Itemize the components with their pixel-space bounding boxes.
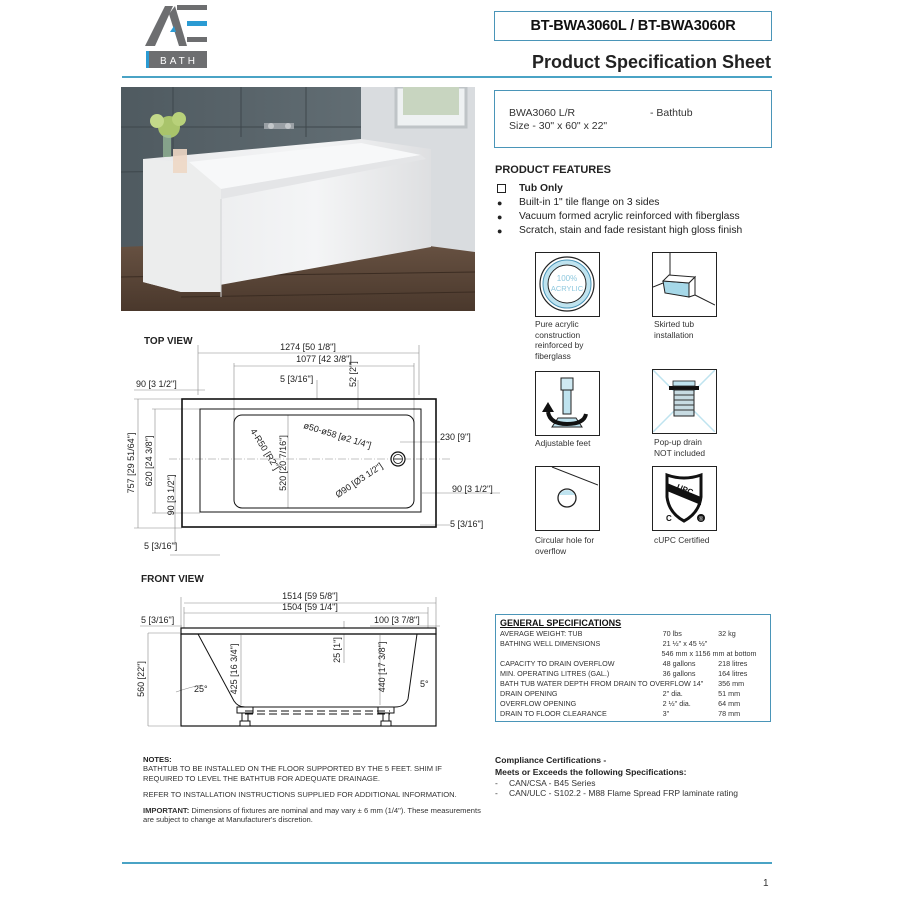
spec-imperial: 36 gallons	[662, 669, 696, 678]
compliance-item	[495, 778, 738, 788]
compliance-item-text: CAN/CSA - B45 Series	[509, 778, 596, 788]
svg-text:90 [3 1/2"]: 90 [3 1/2"]	[452, 484, 493, 494]
product-model: BWA3060 L/R	[509, 107, 576, 119]
svg-text:620 [24 3/8"]: 620 [24 3/8"]	[144, 435, 154, 487]
notes-paragraph-1: BATHTUB TO BE INSTALLED ON THE FLOOR SUPPORTED BY THE 5 FEET. SHIM IF REQUIRED TO LEVEL THE BATHTUB FOR ADEQUATE DRAINAGE.	[143, 764, 442, 783]
popup-drain-label	[654, 437, 734, 458]
spec-imperial: 3"	[662, 709, 670, 718]
feature-text: Built-in 1" tile flange on 3 sides	[519, 197, 660, 208]
label-line: construction	[535, 329, 581, 340]
spec-imperial: 2" dia.	[662, 689, 683, 698]
front-view-title: FRONT VIEW	[141, 574, 204, 585]
spec-row	[500, 629, 766, 639]
overflow-hole-icon	[536, 467, 598, 529]
svg-text:90 [3 1/2"]: 90 [3 1/2"]	[136, 379, 177, 389]
spec-row	[500, 639, 766, 649]
label-line: fiberglass	[535, 351, 571, 362]
notes-title: NOTES:	[143, 755, 172, 764]
feature-text: Tub Only	[519, 183, 563, 194]
spec-metric: 78 mm	[718, 709, 741, 718]
spec-imperial: 546 mm x 1156 mm at bottom	[661, 649, 757, 658]
label-line: Skirted tub	[654, 319, 695, 329]
compliance-section	[495, 754, 738, 798]
svg-text:100 [3 7/8"]: 100 [3 7/8"]	[374, 615, 420, 625]
top-view-drawing	[120, 325, 500, 560]
acrylic-label	[535, 319, 615, 362]
spec-row	[500, 709, 766, 719]
popup-drain-icon	[653, 370, 715, 432]
features-title: PRODUCT FEATURES	[495, 164, 611, 176]
page-number: 1	[763, 878, 769, 889]
checkbox-icon	[497, 184, 506, 193]
svg-text:425 [16 3/4"]: 425 [16 3/4"]	[229, 643, 239, 695]
feature-item	[497, 211, 740, 222]
feature-item	[497, 197, 659, 208]
product-type: - Bathtub	[650, 107, 693, 119]
important-label: IMPORTANT:	[143, 806, 190, 816]
ae-logo-icon	[143, 2, 213, 70]
spec-label: CAPACITY TO DRAIN OVERFLOW	[500, 659, 615, 668]
spec-imperial: 21 ½" x 45 ½"	[662, 639, 708, 648]
spec-metric: 218 litres	[718, 659, 748, 668]
compliance-subtitle: Meets or Exceeds the following Specifications:	[495, 767, 687, 777]
spec-label: MIN. OPERATING LITRES (GAL.)	[500, 669, 610, 678]
spec-label: BATH TUB WATER DEPTH FROM DRAIN TO OVERFLOW 14"	[500, 679, 704, 688]
svg-text:4-R50 [R2"]: 4-R50 [R2"]	[248, 426, 282, 472]
svg-text:100%: 100%	[556, 274, 578, 283]
bathtub-photo-illustration	[121, 87, 475, 311]
product-info-box	[494, 90, 772, 148]
svg-text:520 [20 7/16"]: 520 [20 7/16"]	[278, 435, 288, 491]
svg-text:440 [17 3/8"]: 440 [17 3/8"]	[377, 641, 387, 693]
general-specifications-title: GENERAL SPECIFICATIONS	[500, 618, 622, 628]
svg-text:Ø90 [Ø3 1/2"]: Ø90 [Ø3 1/2"]	[333, 460, 385, 500]
compliance-item-text: CAN/ULC - S102.2 - M88 Flame Spread FRP laminate rating	[509, 788, 738, 798]
model-numbers: BT-BWA3060L / BT-BWA3060R	[530, 18, 736, 34]
spec-imperial: 2 ½" dia.	[662, 699, 691, 708]
svg-text:560 [22"]: 560 [22"]	[136, 661, 146, 697]
label-line: reinforced by	[535, 340, 584, 351]
cupc-tile	[652, 466, 717, 531]
spec-metric: 356 mm	[718, 679, 745, 688]
popup-drain-tile	[652, 369, 717, 434]
label-line: Adjustable feet	[535, 438, 591, 448]
acrylic-badge-icon	[536, 253, 598, 315]
overflow-hole-tile	[535, 466, 600, 531]
header-divider	[122, 76, 772, 78]
svg-text:UPC: UPC	[675, 482, 695, 498]
bullet-icon: ●	[497, 211, 503, 222]
spec-row	[500, 659, 766, 669]
svg-text:5 [3/16"]: 5 [3/16"]	[280, 374, 314, 384]
model-number-box	[494, 11, 772, 41]
spec-metric: 164 litres	[718, 669, 748, 678]
spec-label: DRAIN TO FLOOR CLEARANCE	[500, 709, 607, 718]
cupc-label	[654, 535, 734, 546]
label-line: Pop-up drain	[654, 437, 702, 447]
skirted-tub-label	[654, 319, 734, 340]
cupc-shield-icon	[653, 467, 715, 529]
svg-text:®: ®	[698, 517, 704, 523]
spec-label: DRAIN OPENING	[500, 689, 558, 698]
footer-divider	[122, 862, 772, 864]
feature-text: Scratch, stain and fade resistant high gloss finish	[519, 225, 743, 236]
label-line: Circular hole for	[535, 535, 595, 545]
skirted-tub-tile	[652, 252, 717, 317]
spec-row	[500, 669, 766, 679]
svg-text:5°: 5°	[420, 679, 429, 689]
svg-text:5 [3/16"]: 5 [3/16"]	[141, 615, 175, 625]
spec-metric: 32 kg	[718, 629, 736, 638]
spec-label: OVERFLOW OPENING	[500, 699, 577, 708]
label-line: installation	[654, 329, 694, 340]
compliance-item	[495, 788, 738, 798]
label-line: NOT included	[654, 447, 706, 458]
svg-text:757 [29 51/64"]: 757 [29 51/64"]	[126, 432, 136, 494]
bullet-icon: ●	[497, 197, 503, 208]
adjustable-feet-label	[535, 438, 615, 449]
svg-text:1504 [59 1/4"]: 1504 [59 1/4"]	[282, 602, 338, 612]
dash-bullet: -	[495, 778, 498, 788]
sheet-title: Product Specification Sheet	[531, 52, 771, 72]
label-line: overflow	[535, 545, 567, 556]
top-view-title: TOP VIEW	[144, 336, 193, 347]
spec-metric	[718, 639, 766, 649]
spec-imperial: 48 gallons	[662, 659, 696, 668]
product-size: Size - 30" x 60" x 22"	[509, 120, 608, 132]
notes-section	[143, 755, 483, 832]
svg-text:ø50-ø58 [ø2 1/4"]: ø50-ø58 [ø2 1/4"]	[302, 420, 373, 451]
important-text: Dimensions of fixtures are nominal and may vary ± 6 mm (1/4"). These measurements are subject to change at Manufacturer's discretion.	[143, 806, 481, 825]
ae-bath-logo	[143, 2, 213, 70]
spec-row	[500, 699, 766, 709]
adjustable-feet-icon	[536, 372, 598, 434]
spec-metric: 64 mm	[718, 699, 741, 708]
svg-text:ACRYLIC: ACRYLIC	[550, 284, 584, 293]
skirted-tub-icon	[653, 253, 715, 315]
spec-imperial: 70 lbs	[662, 629, 682, 638]
bullet-icon: ●	[497, 225, 503, 236]
label-line: cUPC Certified	[654, 535, 710, 545]
spec-label: AVERAGE WEIGHT: TUB	[500, 629, 583, 638]
acrylic-tile	[535, 252, 600, 317]
svg-text:1077 [42 3/8"]: 1077 [42 3/8"]	[296, 354, 352, 364]
spec-row	[500, 679, 766, 689]
svg-text:25°: 25°	[194, 684, 208, 694]
notes-paragraph-2: REFER TO INSTALLATION INSTRUCTIONS SUPPLIED FOR ADDITIONAL INFORMATION.	[143, 789, 457, 799]
feature-text: Vacuum formed acrylic reinforced with fiberglass	[519, 211, 740, 222]
label-line: Pure acrylic	[535, 319, 579, 329]
overflow-hole-label	[535, 535, 615, 556]
spec-label	[500, 649, 662, 659]
svg-text:C: C	[666, 514, 672, 523]
spec-row	[500, 689, 766, 699]
front-view-drawing	[120, 583, 500, 733]
svg-text:BATH: BATH	[160, 56, 198, 67]
adjustable-feet-tile	[535, 371, 600, 436]
compliance-title: Compliance Certifications -	[495, 755, 607, 765]
feature-item	[497, 183, 563, 194]
svg-text:90 [3 1/2"]: 90 [3 1/2"]	[166, 474, 176, 516]
svg-text:5 [3/16"]: 5 [3/16"]	[144, 541, 178, 551]
feature-item	[497, 225, 742, 236]
notes-important	[143, 806, 483, 825]
product-photo	[121, 87, 475, 311]
svg-text:230 [9"]: 230 [9"]	[440, 432, 471, 442]
spec-row	[500, 649, 766, 659]
svg-text:5 [3/16"]: 5 [3/16"]	[450, 519, 484, 529]
svg-text:52 [2"]: 52 [2"]	[348, 361, 358, 387]
svg-text:25 [1"]: 25 [1"]	[332, 637, 342, 663]
spec-label: BATHING WELL DIMENSIONS	[500, 639, 601, 648]
dash-bullet: -	[495, 788, 498, 798]
svg-text:1274 [50 1/8"]: 1274 [50 1/8"]	[280, 342, 336, 352]
spec-metric: 51 mm	[718, 689, 741, 698]
svg-text:1514 [59 5/8"]: 1514 [59 5/8"]	[282, 591, 338, 601]
general-specifications-box	[495, 614, 771, 722]
